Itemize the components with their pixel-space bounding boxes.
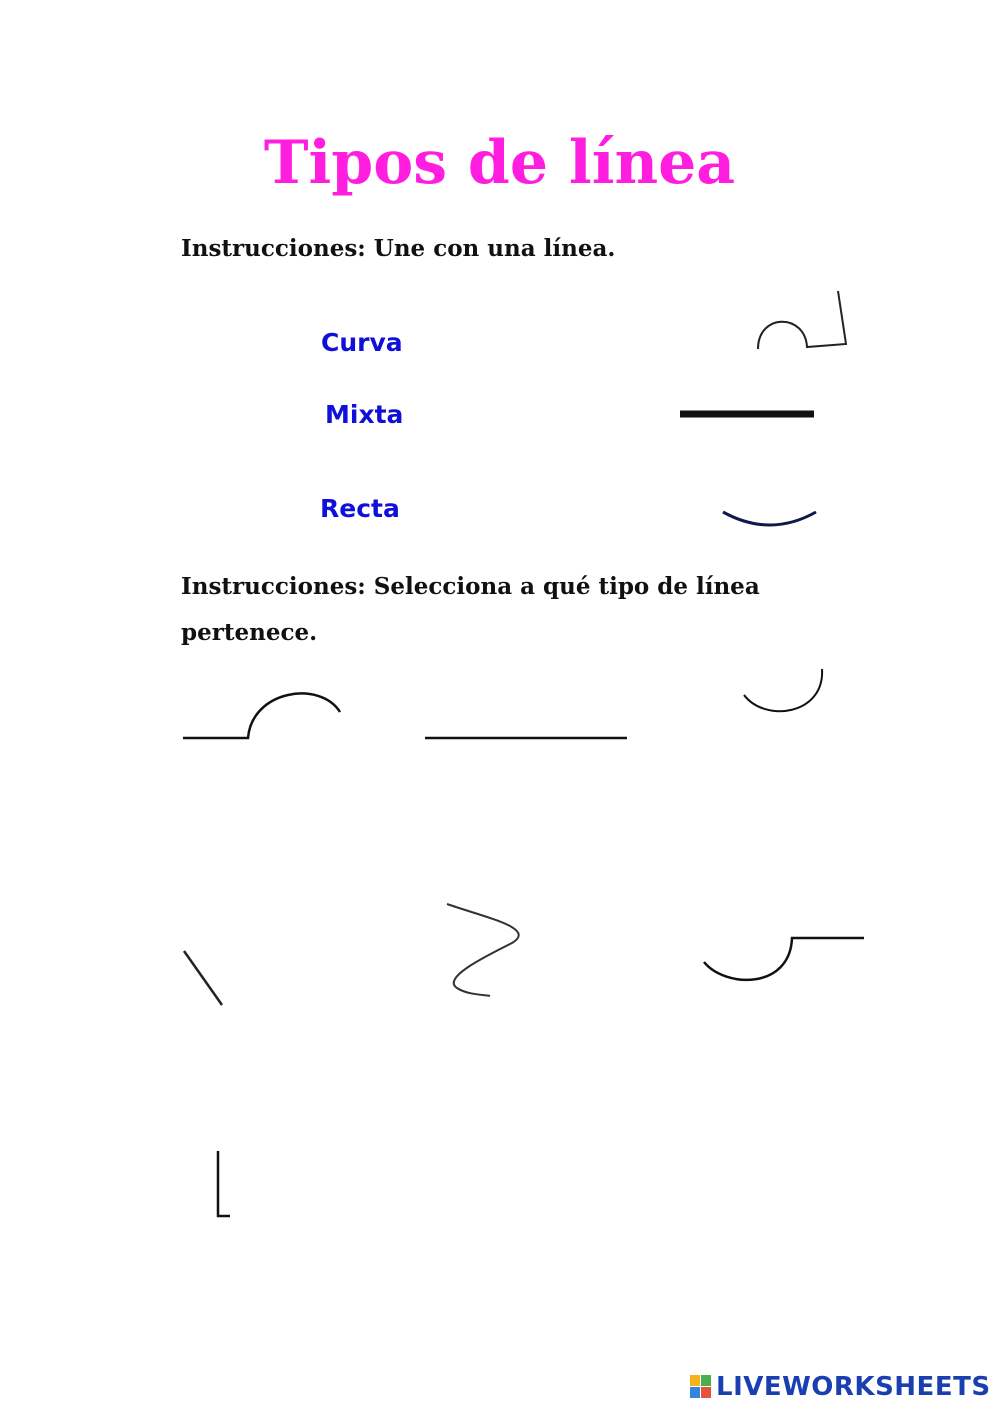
- match-word-curva[interactable]: Curva: [321, 328, 403, 357]
- liveworksheets-brand[interactable]: [690, 1372, 991, 1402]
- curved-line-figure-1[interactable]: [740, 665, 830, 720]
- vertical-line-figure[interactable]: [210, 1148, 240, 1223]
- straight-line-figure-match[interactable]: [678, 405, 818, 425]
- straight-line-figure-1[interactable]: [422, 730, 632, 745]
- curved-line-figure-2[interactable]: [442, 898, 532, 1003]
- instruction-select: Instrucciones: Selecciona a qué tipo de línea pertenece.: [181, 573, 760, 646]
- mixed-line-figure-2[interactable]: [700, 930, 868, 988]
- page-title: Tipos de línea: [263, 128, 736, 198]
- liveworksheets-logo-icon: [690, 1375, 712, 1399]
- straight-line-figure-2[interactable]: [178, 945, 233, 1010]
- match-word-recta[interactable]: Recta: [320, 494, 400, 523]
- brand-name: LIVEWORKSHEETS: [716, 1372, 991, 1402]
- mixed-line-figure-1[interactable]: [180, 680, 350, 745]
- instruction-match: Instrucciones: Une con una línea.: [181, 235, 616, 262]
- curved-line-figure-match[interactable]: [720, 500, 820, 535]
- match-word-mixta[interactable]: Mixta: [325, 400, 404, 429]
- mixed-line-figure-match[interactable]: [750, 285, 860, 360]
